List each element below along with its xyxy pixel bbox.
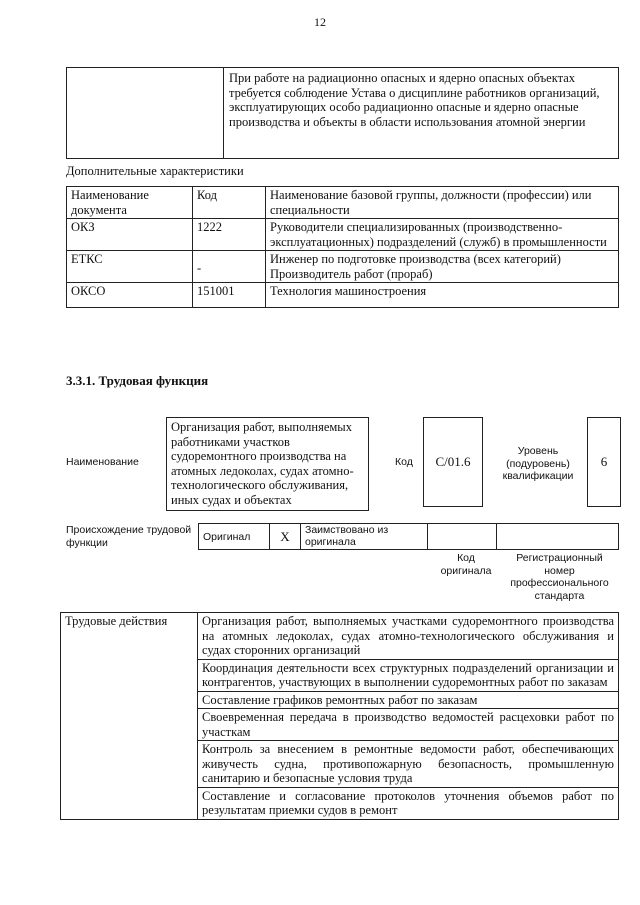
- list-item: Составление и согласование протоколов уточнения объемов работ по результатам приемки судов в ремонт: [198, 787, 619, 819]
- original-label: Оригинал: [199, 524, 270, 550]
- code-label: Код: [395, 456, 413, 468]
- origin-label: Происхождение трудовой функции: [66, 524, 192, 549]
- labor-actions-label: Трудовые действия: [61, 613, 198, 820]
- header-code: Код: [193, 187, 266, 219]
- labor-actions-table: [60, 612, 619, 820]
- row-name: Руководители специализированных (производственно-эксплуатационных) подразделений (служб) в промышленности: [266, 219, 619, 251]
- table-row: [67, 283, 619, 308]
- row-name: Инженер по подготовке производства (всех категорий) Производитель работ (прораб): [266, 251, 619, 283]
- code-value: С/01.6: [435, 454, 471, 469]
- list-item: Контроль за внесением в ремонтные ведомости работ, обеспечивающих живучесть судна, противопожарную безопасность, промышленную санитарию и безопасные условия труда: [198, 741, 619, 788]
- level-box: [587, 417, 621, 507]
- row-code: 1222: [193, 219, 266, 251]
- row-doc: ОКЗ: [67, 219, 193, 251]
- header-document: Наименование документа: [67, 187, 193, 219]
- additional-characteristics-heading: Дополнительные характеристики: [66, 164, 244, 178]
- level-value: 6: [600, 454, 608, 469]
- borrowed-label: Заимствовано из оригинала: [301, 524, 428, 550]
- table-header-row: [67, 187, 619, 219]
- function-name-label: Наименование: [66, 456, 139, 468]
- reg-number-label: Регистрационный номер профессионального стандарта: [510, 552, 609, 602]
- header-group-name: Наименование базовой группы, должности (профессии) или специальности: [266, 187, 619, 219]
- function-heading: 3.3.1. Трудовая функция: [66, 373, 209, 388]
- row-doc: ЕТКС: [67, 251, 193, 283]
- code-box: [423, 417, 483, 507]
- table-row: [67, 219, 619, 251]
- code-original-cell: [428, 524, 497, 550]
- list-item: Координация деятельности всех структурных подразделений организации и контрагентов, участвующих в выполнении судоремонтных работ по заказам: [198, 659, 619, 691]
- table-row: [67, 251, 619, 283]
- row-code: -: [193, 251, 266, 283]
- list-item: Организация работ, выполняемых участками судоремонтного производства на атомных ледоколах, судах атомно-технологического обслуживания и судах сторонних организаций: [198, 613, 619, 660]
- origin-table: [198, 523, 619, 550]
- table-row: [61, 613, 619, 660]
- list-item: Своевременная передача в производство ведомостей расцеховки работ по участкам: [198, 709, 619, 741]
- page-number: 12: [314, 15, 326, 29]
- row-doc: ОКСО: [67, 283, 193, 308]
- reg-number-cell: [497, 524, 619, 550]
- conditions-table: [66, 67, 619, 159]
- additional-characteristics-table: [66, 186, 619, 308]
- row-name: Технология машиностроения: [266, 283, 619, 308]
- conditions-label-cell: [67, 68, 224, 159]
- list-item: Составление графиков ремонтных работ по заказам: [198, 691, 619, 709]
- conditions-text-cell: При работе на радиационно опасных и ядерно опасных объектах требуется соблюдение Устава о дисциплине работников организаций, эксплуатирующих особо радиационно опасные и ядерно опасные производства и объекты в области использования атомной энергии: [224, 68, 619, 159]
- row-code: 151001: [193, 283, 266, 308]
- code-original-label: Код оригинала: [440, 552, 492, 577]
- level-label: Уровень (подуровень) квалификации: [502, 445, 574, 482]
- original-mark: X: [270, 524, 301, 550]
- function-name-box: Организация работ, выполняемых работниками участков судоремонтного производства на атомных ледоколах, судах атомно-технологического обслуживания, иных судах и объектах: [166, 417, 369, 511]
